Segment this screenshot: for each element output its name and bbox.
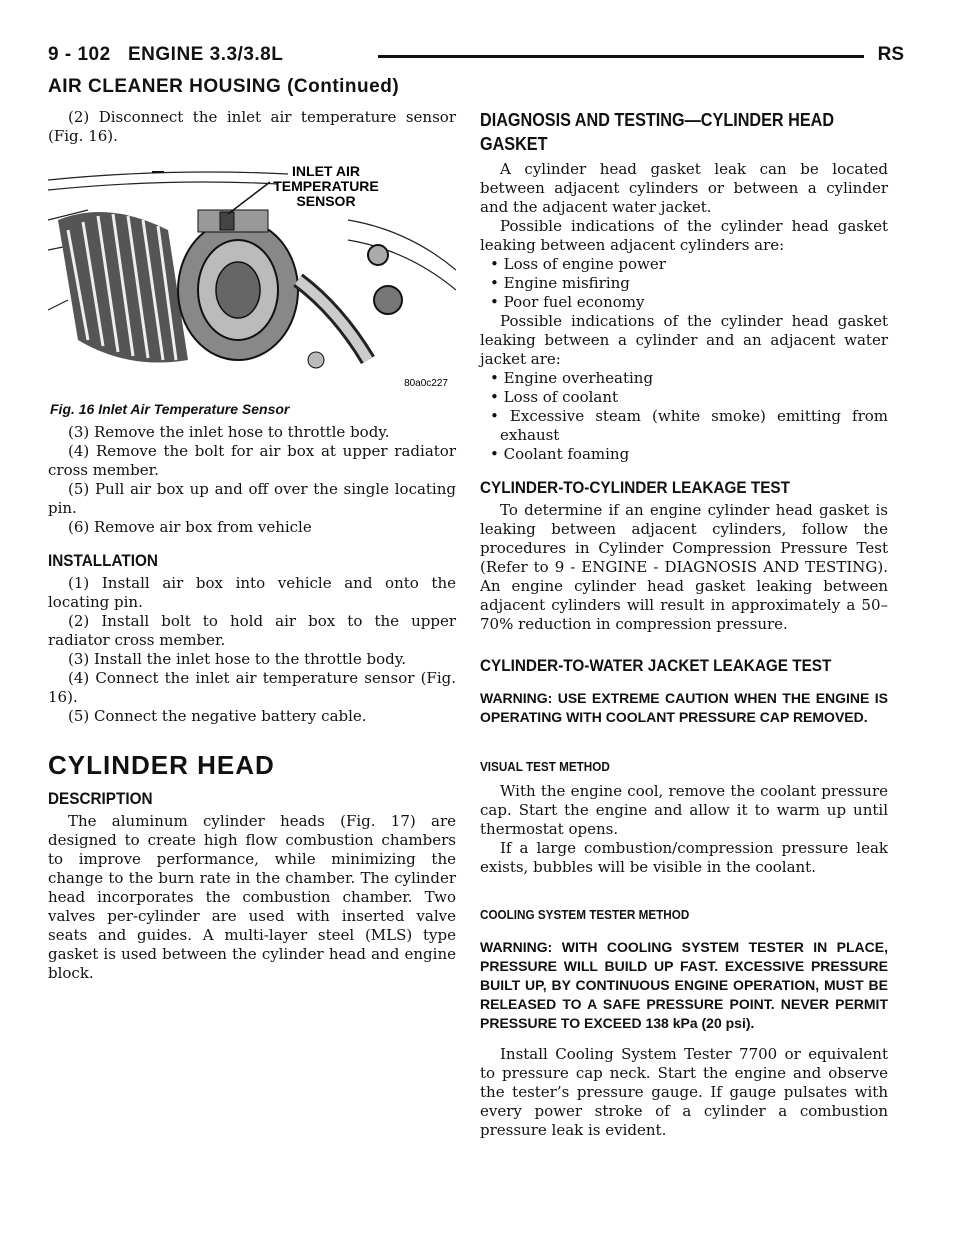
figure-16 [48, 160, 456, 392]
list-item: • Poor fuel economy [480, 293, 888, 312]
list-item: • Loss of coolant [480, 388, 888, 407]
visual-test-heading: VISUAL TEST METHOD [480, 759, 610, 774]
warning-text: WARNING: WITH COOLING SYSTEM TESTER IN PLACE, PRESSURE WILL BUILD UP FAST. EXCESSIVE PRESSURE BUILT UP, BY CONTINUOUS ENGINE OPERATION, MUST BE RELEASED TO A SAFE PRESSURE POINT. NEVER PERMIT PRESSURE TO EXCEED 138 kPa (20 psi). [480, 939, 888, 1031]
engine-illustration [48, 160, 456, 392]
paragraph: Install Cooling System Tester 7700 or equivalent to pressure cap neck. Start the engine and observe the tester’s pressure gauge. If gauge pulsates with every power stroke of a cylinder a combustion pressure leak is evident. [480, 1045, 888, 1139]
figure-caption: Fig. 16 Inlet Air Temperature Sensor [50, 401, 290, 417]
step-text: (5) Pull air box up and off over the single locating pin. [48, 480, 456, 517]
description-heading: DESCRIPTION [48, 789, 153, 808]
step-text: (3) Remove the inlet hose to throttle body. [68, 423, 390, 441]
step-text: (2) Disconnect the inlet air temperature sensor (Fig. 16). [48, 108, 456, 145]
cylinder-test-heading: CYLINDER-TO-CYLINDER LEAKAGE TEST [480, 478, 790, 497]
cooling-tester-heading: COOLING SYSTEM TESTER METHOD [480, 907, 690, 922]
step-text: (1) Install air box into vehicle and onto the locating pin. [48, 574, 456, 611]
step-text: (6) Remove air box from vehicle [68, 518, 312, 536]
cylinder-head-heading: CYLINDER HEAD [48, 750, 275, 780]
page-header [48, 44, 904, 74]
page-number-section [48, 44, 283, 66]
water-jacket-heading: CYLINDER-TO-WATER JACKET LEAKAGE TEST [480, 656, 832, 675]
installation-heading: INSTALLATION [48, 551, 158, 570]
right-column [480, 108, 888, 1140]
paragraph: Possible indications of the cylinder head gasket leaking between a cylinder and an adjacent water jacket are: [480, 312, 888, 368]
section-title: ENGINE 3.3/3.8L [128, 44, 284, 65]
paragraph: To determine if an engine cylinder head gasket is leaking between adjacent cylinders, follow the procedures in Cylinder Compression Pressure Test (Refer to 9 - ENGINE - DIAGNOSIS AND TESTING). An engine cylinder head gasket leaking between adjacent cylinders will result in approximately a 50–70% reduction in compression pressure. [480, 501, 888, 633]
figure-code: 80a0c227 [404, 378, 448, 389]
step-text: (5) Connect the negative battery cable. [68, 707, 367, 725]
step-text: (4) Remove the bolt for air box at upper radiator cross member. [48, 442, 456, 479]
list-item: • Excessive steam (white smoke) emitting from exhaust [480, 407, 888, 445]
left-column [48, 108, 456, 983]
figure-label: INLET AIR TEMPERATURE SENSOR [273, 163, 379, 209]
warning-text: WARNING: USE EXTREME CAUTION WHEN THE ENGINE IS OPERATING WITH COOLANT PRESSURE CAP REMOVED. [480, 690, 888, 725]
paragraph: Possible indications of the cylinder head gasket leaking between adjacent cylinders are: [480, 217, 888, 254]
header-rule [378, 55, 864, 58]
paragraph: With the engine cool, remove the coolant pressure cap. Start the engine and allow it to warm up until thermostat opens. [480, 782, 888, 838]
step-text: (4) Connect the inlet air temperature sensor (Fig. 16). [48, 669, 456, 706]
list-item: • Engine overheating [480, 369, 888, 388]
continued-heading: AIR CLEANER HOUSING (Continued) [48, 76, 400, 97]
step-text: (3) Install the inlet hose to the throttle body. [68, 650, 406, 668]
list-item: • Engine misfiring [480, 274, 888, 293]
diagnosis-heading: DIAGNOSIS AND TESTING—CYLINDER HEAD GASKET [480, 110, 835, 154]
list-item: • Loss of engine power [480, 255, 888, 274]
step-text: (2) Install bolt to hold air box to the upper radiator cross member. [48, 612, 456, 649]
page-number: 9 - 102 [48, 44, 111, 65]
paragraph: A cylinder head gasket leak can be located between adjacent cylinders or between a cylinder and the adjacent water jacket. [480, 160, 888, 216]
paragraph: If a large combustion/compression pressure leak exists, bubbles will be visible in the coolant. [480, 839, 888, 876]
list-item: • Coolant foaming [480, 445, 888, 464]
model-code: RS [877, 44, 904, 65]
description-text: The aluminum cylinder heads (Fig. 17) are designed to create high flow combustion chambers to improve performance, while minimizing the change to the burn rate in the chamber. The cylinder head incorporates the combustion chamber. Two valves per-cylinder are used with inserted valve seats and guides. A multi-layer steel (MLS) type gasket is used between the cylinder head and engine block. [48, 812, 456, 982]
